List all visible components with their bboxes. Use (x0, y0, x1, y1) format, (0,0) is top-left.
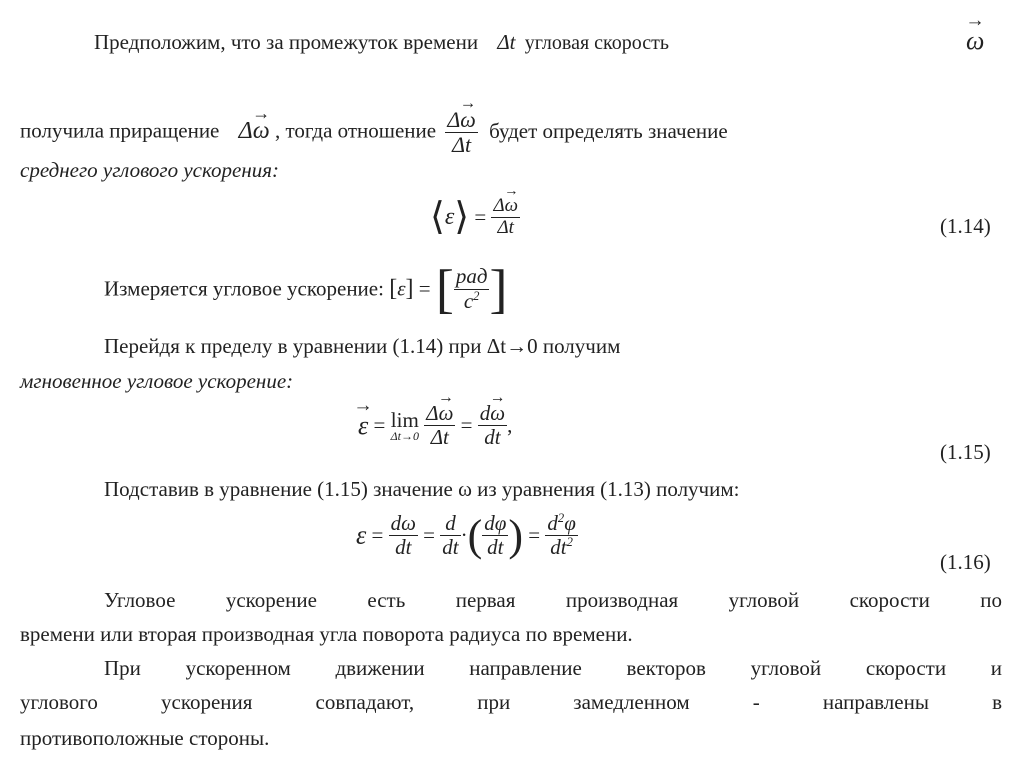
paragraph-text: Предположим, что за промежуток времени (94, 30, 479, 54)
text-line (104, 588, 1002, 613)
fraction-denominator: Δt (430, 425, 449, 450)
fraction-numerator: dφ (484, 511, 507, 535)
equation-number: (1.16) (940, 550, 991, 574)
fraction-denominator: Δt (497, 216, 514, 238)
equals-sign: = (460, 413, 473, 438)
italic-term: мгновенное угловое ускорение: (20, 369, 294, 393)
math-symbol: Δ→ ω (239, 118, 270, 144)
equation-1-16: ε = $\frac{d\omega}{dt}$ = $\frac{d}{dt}$ ·( $\frac{d\varphi}{dt}$ ) = $\frac{d^2\varphi}{dt^2}$ (356, 510, 576, 560)
paragraph-text: , тогда отношение (274, 118, 437, 143)
fraction-denominator: Δt (452, 132, 472, 158)
paragraph-text: Измеряется угловое ускорение: (104, 276, 384, 301)
fraction-denominator: $dt^2$ (550, 535, 573, 560)
fraction (440, 512, 460, 559)
fraction-numerator: dω (390, 511, 416, 535)
math-symbol: ε (397, 276, 406, 301)
fraction (545, 512, 577, 559)
fraction-denominator: dt (395, 535, 412, 560)
fraction-numerator: Δ→ ω (491, 196, 520, 218)
italic-term: среднего углового ускорения: (20, 158, 280, 182)
paragraph-text: углового ускорения совпадают, при замедленном - направлены в (20, 690, 1002, 714)
square-bracket: [ (435, 259, 454, 319)
paragraph-text: При ускоренном движении направление векторов угловой скорости и (104, 656, 1002, 680)
equals-sign: = (418, 276, 431, 301)
paragraph-text: Подставив в уравнение (1.15) значение ω из уравнения (1.13) получим: (104, 477, 740, 501)
text-line (20, 108, 728, 157)
fraction (478, 402, 507, 449)
fraction (482, 512, 508, 559)
square-bracket: ] (489, 259, 508, 319)
paragraph-text: будет определять значение (489, 118, 728, 143)
epsilon-vector: → ε (358, 411, 368, 441)
equals-sign: = (371, 523, 384, 548)
fraction (454, 265, 490, 312)
parenthesis: ) (508, 510, 524, 560)
math-symbol: Δt (497, 30, 516, 54)
math-symbol: → ω (966, 26, 984, 56)
text-line (20, 726, 269, 751)
fraction-numerator: d (440, 512, 460, 536)
paragraph-text: Угловое ускорение есть первая производная угловой скорости по (104, 588, 1002, 612)
text-line (104, 656, 1002, 681)
limit-operator: lim Δt→0 (390, 407, 419, 443)
text-line (20, 369, 293, 394)
fraction-denominator: dt (487, 535, 504, 560)
text-line (20, 158, 279, 183)
equation-1-15: → ε = lim Δt→0 $\frac{\Delta\to \omega}{\Delta t}$ = $\frac{d\to \omega}{dt}$ , (358, 402, 512, 449)
fraction (389, 512, 418, 559)
equals-sign: = (528, 523, 541, 548)
fraction-denominator: $с^2$ (463, 288, 480, 313)
paragraph-text: времени или вторая производная угла поворота радиуса по времени. (20, 622, 633, 646)
omega-vector: → ω (253, 118, 270, 145)
paragraph-text: получила приращение (20, 118, 220, 143)
text-line (104, 334, 620, 359)
equation-number: (1.14) (940, 214, 991, 238)
fraction-denominator: dt (484, 425, 501, 450)
fraction-denominator: dt (442, 535, 459, 560)
fraction-numerator: d→ ω (478, 402, 507, 426)
equals-sign: = (423, 523, 436, 548)
fraction-numerator: Δ→ ω (424, 402, 455, 426)
text-line (104, 477, 739, 502)
angle-bracket: ⟨ (430, 196, 445, 239)
paragraph-text: Перейдя к пределу в уравнении (1.14) при Δt→0 получим (104, 334, 621, 358)
equation-1-14 (430, 196, 520, 239)
text-line (20, 690, 1002, 715)
math-symbol: ε (444, 203, 455, 230)
equation-number: (1.15) (940, 440, 991, 464)
text-line (20, 622, 633, 647)
parenthesis: ( (467, 510, 483, 560)
equals-sign: = (474, 204, 487, 229)
fraction-numerator: Δ→ ω (445, 108, 477, 133)
fraction-numerator: $d^2\varphi$ (547, 511, 576, 535)
fraction (445, 108, 477, 157)
omega-vector (966, 26, 984, 56)
angle-bracket: ⟩ (454, 196, 470, 239)
fraction-numerator: рад (455, 264, 488, 289)
paragraph-text: противоположные стороны. (20, 726, 270, 750)
math-symbol: ε (356, 520, 367, 550)
text-line: Измеряется угловое ускорение: [ε] = [ $\frac{\text{рад}}{с^2}$ ] (104, 259, 508, 319)
text-line (94, 30, 669, 55)
equals-sign: = (373, 413, 386, 438)
fraction (491, 196, 520, 239)
paragraph-text: угловая скорость (524, 32, 669, 54)
fraction (424, 402, 455, 449)
